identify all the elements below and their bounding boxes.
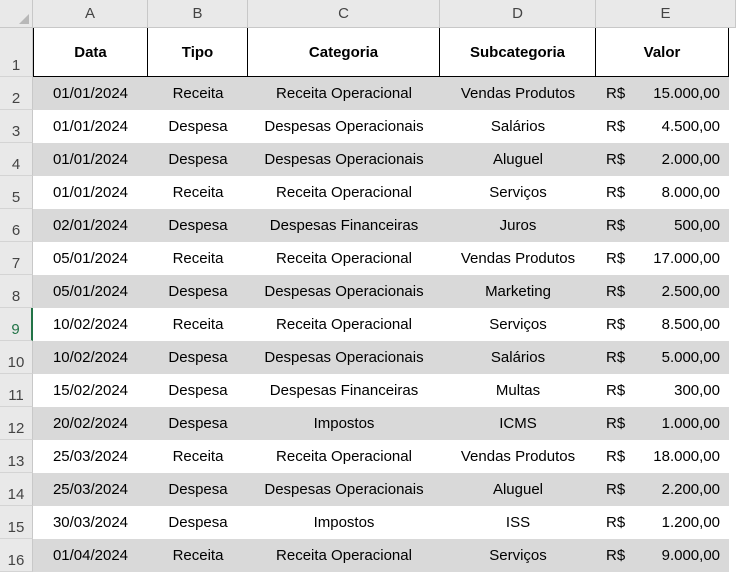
cell-subcategoria[interactable]: Serviços <box>489 184 547 201</box>
cell-valor[interactable]: 18.000,00 <box>653 448 720 465</box>
cell-tipo[interactable]: Receita <box>172 85 224 102</box>
cell-valor-currency[interactable]: R$ <box>606 514 626 531</box>
cell-valor-currency[interactable]: R$ <box>606 481 626 498</box>
cell-subcategoria[interactable]: Multas <box>495 382 541 399</box>
cell-valor-currency[interactable]: R$ <box>606 547 626 564</box>
cell-tipo[interactable]: Receita <box>172 316 224 333</box>
cell-subcategoria[interactable]: Marketing <box>485 283 551 300</box>
cell-subcategoria[interactable]: ISS <box>505 514 531 531</box>
cell-tipo[interactable]: Despesa <box>168 481 228 498</box>
cell-subcategoria[interactable]: Salários <box>490 349 546 366</box>
row-header-16[interactable]: 16 <box>0 539 33 572</box>
cell-valor-currency[interactable]: R$ <box>606 316 626 333</box>
header-cell-categoria[interactable]: Categoria <box>248 28 440 77</box>
cell-data[interactable]: 15/02/2024 <box>52 382 129 399</box>
cell-tipo[interactable]: Despesa <box>168 415 228 432</box>
row-header-6[interactable]: 6 <box>0 209 33 242</box>
cell-valor-currency[interactable]: R$ <box>606 184 626 201</box>
cell-valor-currency[interactable]: R$ <box>606 217 626 234</box>
cell-data[interactable]: 05/01/2024 <box>52 250 129 267</box>
cell-valor-currency[interactable]: R$ <box>606 118 626 135</box>
row-header-11[interactable]: 11 <box>0 374 33 407</box>
cell-valor-currency[interactable]: R$ <box>606 283 626 300</box>
cell-subcategoria[interactable]: Vendas Produtos <box>460 448 576 465</box>
cell-tipo[interactable]: Receita <box>172 547 224 564</box>
cell-categoria[interactable]: Despesas Financeiras <box>269 382 419 399</box>
cell-valor[interactable]: 15.000,00 <box>653 85 720 102</box>
cell-valor-currency[interactable]: R$ <box>606 349 626 366</box>
cell-categoria[interactable]: Despesas Operacionais <box>264 151 424 168</box>
column-header-d[interactable]: D <box>440 0 596 28</box>
cell-tipo[interactable]: Receita <box>172 250 224 267</box>
row-header-8[interactable]: 8 <box>0 275 33 308</box>
cell-data[interactable]: 01/01/2024 <box>52 118 129 135</box>
cell-data[interactable]: 05/01/2024 <box>52 283 129 300</box>
cell-subcategoria[interactable]: Serviços <box>489 547 547 564</box>
cell-valor[interactable]: 2.000,00 <box>661 151 720 168</box>
cell-valor[interactable]: 9.000,00 <box>661 547 720 564</box>
cell-categoria[interactable]: Receita Operacional <box>276 448 412 465</box>
cell-valor[interactable]: 2.200,00 <box>661 481 720 498</box>
cell-subcategoria[interactable]: Serviços <box>489 316 547 333</box>
row-header-12[interactable]: 12 <box>0 407 33 440</box>
cell-subcategoria[interactable]: Aluguel <box>492 151 544 168</box>
cell-categoria[interactable]: Despesas Financeiras <box>269 217 419 234</box>
cell-categoria[interactable]: Impostos <box>313 415 375 432</box>
cell-valor-currency[interactable]: R$ <box>606 448 626 465</box>
cell-valor[interactable]: 8.000,00 <box>661 184 720 201</box>
cell-data[interactable]: 02/01/2024 <box>52 217 129 234</box>
cell-data[interactable]: 01/01/2024 <box>52 184 129 201</box>
cell-categoria[interactable]: Receita Operacional <box>276 316 412 333</box>
header-cell-subcategoria[interactable]: Subcategoria <box>440 28 596 77</box>
cell-data[interactable]: 30/03/2024 <box>52 514 129 531</box>
cell-subcategoria[interactable]: Aluguel <box>492 481 544 498</box>
cell-data[interactable]: 10/02/2024 <box>52 349 129 366</box>
cell-tipo[interactable]: Receita <box>172 448 224 465</box>
cell-data[interactable]: 25/03/2024 <box>52 481 129 498</box>
column-header-c[interactable]: C <box>248 0 440 28</box>
column-header-e[interactable]: E <box>596 0 736 28</box>
empty-row-area[interactable] <box>33 572 736 580</box>
cell-categoria[interactable]: Despesas Operacionais <box>264 118 424 135</box>
cell-tipo[interactable]: Despesa <box>168 514 228 531</box>
header-cell-valor[interactable]: Valor <box>596 28 729 77</box>
cell-subcategoria[interactable]: ICMS <box>499 415 537 432</box>
cell-valor[interactable]: 4.500,00 <box>661 118 720 135</box>
row-header-10[interactable]: 10 <box>0 341 33 374</box>
row-header-13[interactable]: 13 <box>0 440 33 473</box>
select-all-triangle-icon <box>19 14 29 24</box>
cell-valor[interactable]: 8.500,00 <box>661 316 720 333</box>
cell-valor[interactable]: 5.000,00 <box>661 349 720 366</box>
header-cell-data[interactable]: Data <box>33 28 148 77</box>
cell-subcategoria[interactable]: Vendas Produtos <box>460 250 576 267</box>
cell-subcategoria[interactable]: Vendas Produtos <box>460 85 576 102</box>
cell-valor[interactable]: 300,00 <box>674 382 720 399</box>
cell-valor[interactable]: 2.500,00 <box>661 283 720 300</box>
cell-tipo[interactable]: Despesa <box>168 382 228 399</box>
cell-data[interactable]: 01/01/2024 <box>52 85 129 102</box>
cell-categoria[interactable]: Receita Operacional <box>276 547 412 564</box>
select-all-corner[interactable] <box>0 0 33 28</box>
row-header-7[interactable]: 7 <box>0 242 33 275</box>
cell-valor-currency[interactable]: R$ <box>606 415 626 432</box>
row-header-1[interactable]: 1 <box>0 28 33 77</box>
cell-tipo[interactable]: Despesa <box>168 283 228 300</box>
row-header-4[interactable]: 4 <box>0 143 33 176</box>
cell-data[interactable]: 01/01/2024 <box>52 151 129 168</box>
cell-data[interactable]: 10/02/2024 <box>52 316 129 333</box>
cell-valor[interactable]: 1.000,00 <box>661 415 720 432</box>
cell-tipo[interactable]: Receita <box>172 184 224 201</box>
cell-tipo[interactable]: Despesa <box>168 349 228 366</box>
cell-valor-currency[interactable]: R$ <box>606 85 626 102</box>
cell-data[interactable]: 25/03/2024 <box>52 448 129 465</box>
cell-categoria[interactable]: Despesas Operacionais <box>264 481 424 498</box>
cell-subcategoria[interactable]: Salários <box>490 118 546 135</box>
cell-valor-currency[interactable]: R$ <box>606 250 626 267</box>
cell-data[interactable]: 20/02/2024 <box>52 415 129 432</box>
column-header-a[interactable]: A <box>33 0 148 28</box>
cell-categoria[interactable]: Impostos <box>313 514 375 531</box>
row-header-14[interactable]: 14 <box>0 473 33 506</box>
cell-subcategoria[interactable]: Juros <box>499 217 537 234</box>
row-header-9[interactable]: 9 <box>0 308 33 341</box>
row-header-2[interactable]: 2 <box>0 77 33 110</box>
column-header-b[interactable]: B <box>148 0 248 28</box>
cell-data[interactable]: 01/04/2024 <box>52 547 129 564</box>
cell-categoria[interactable]: Receita Operacional <box>276 85 412 102</box>
row-header-5[interactable]: 5 <box>0 176 33 209</box>
cell-valor-currency[interactable]: R$ <box>606 151 626 168</box>
cell-valor[interactable]: 17.000,00 <box>653 250 720 267</box>
cell-tipo[interactable]: Despesa <box>168 151 228 168</box>
cell-categoria[interactable]: Receita Operacional <box>276 250 412 267</box>
cell-valor[interactable]: 500,00 <box>674 217 720 234</box>
cell-valor-currency[interactable]: R$ <box>606 382 626 399</box>
cell-tipo[interactable]: Despesa <box>168 217 228 234</box>
header-cell-tipo[interactable]: Tipo <box>148 28 248 77</box>
cell-tipo[interactable]: Despesa <box>168 118 228 135</box>
cell-categoria[interactable]: Receita Operacional <box>276 184 412 201</box>
cell-categoria[interactable]: Despesas Operacionais <box>264 349 424 366</box>
row-header-3[interactable]: 3 <box>0 110 33 143</box>
cell-categoria[interactable]: Despesas Operacionais <box>264 283 424 300</box>
row-header-15[interactable]: 15 <box>0 506 33 539</box>
cell-valor[interactable]: 1.200,00 <box>661 514 720 531</box>
